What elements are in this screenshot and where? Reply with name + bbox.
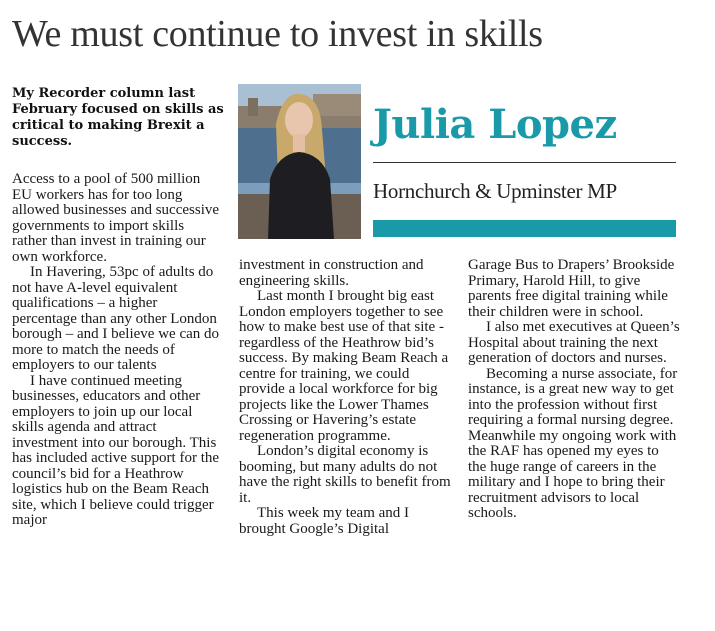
paragraph: Access to a pool of 500 million EU workers has for too long allowed businesses and successive governments to import skills rather than invest in training our own workforce. — [12, 171, 220, 265]
standfirst: My Recorder column last February focused on skills as critical to making Brexit a success. — [12, 86, 224, 149]
paragraph: London’s digital economy is booming, but many adults do not have the right skills to benefit from it. — [239, 443, 451, 506]
paragraph: Garage Bus to Drapers’ Brookside Primary, Harold Hill, to give parents free digital training while their children were in school. — [468, 257, 675, 320]
column-3 — [468, 258, 680, 522]
paragraph: In Havering, 53pc of adults do not have A-level equivalent qualifications – a higher percentage than any other London borough – and I believe we can do more to match the needs of employers to our talents — [12, 264, 220, 373]
byline-divider — [373, 162, 676, 163]
author-photo — [238, 84, 361, 239]
author-name: Julia Lopez — [373, 101, 617, 148]
paragraph: This week my team and I brought Google’s Digital — [239, 505, 410, 537]
paragraph: I also met executives at Queen’s Hospital about training the next generation of doctors and nurses. — [468, 319, 680, 366]
paragraph: Becoming a nurse associate, for instance, is a great new way to get into the profession without first requiring a formal nursing degree. Meanwhile my ongoing work with the RAF has opened my eyes to the huge range of careers in the military and I hope to bring their recruitment advisors to local schools. — [468, 365, 678, 521]
paragraph: investment in construction and engineering skills. — [239, 257, 424, 289]
paragraph: I have continued meeting businesses, educators and other employers to join up our local skills agenda and attract investment into our borough. This has included active support for the council’s bid for a Heathrow logistics hub on the Beam Reach site, which I believe could trigger major — [12, 372, 220, 528]
column-2 — [239, 258, 451, 537]
author-role: Hornchurch & Upminster MP — [373, 179, 617, 203]
paragraph: Last month I brought big east London employers together to see how to make best use of that site - regardless of the Heathrow bid’s success. By making Beam Reach a centre for training, we could provide a local workforce for big projects like the Lower Thames Crossing or Havering’s estate regeneration programme. — [239, 288, 449, 444]
accent-bar — [373, 220, 676, 237]
headline: We must continue to invest in skills — [12, 13, 543, 55]
author-portrait-icon — [238, 84, 361, 239]
column-1 — [12, 172, 222, 529]
